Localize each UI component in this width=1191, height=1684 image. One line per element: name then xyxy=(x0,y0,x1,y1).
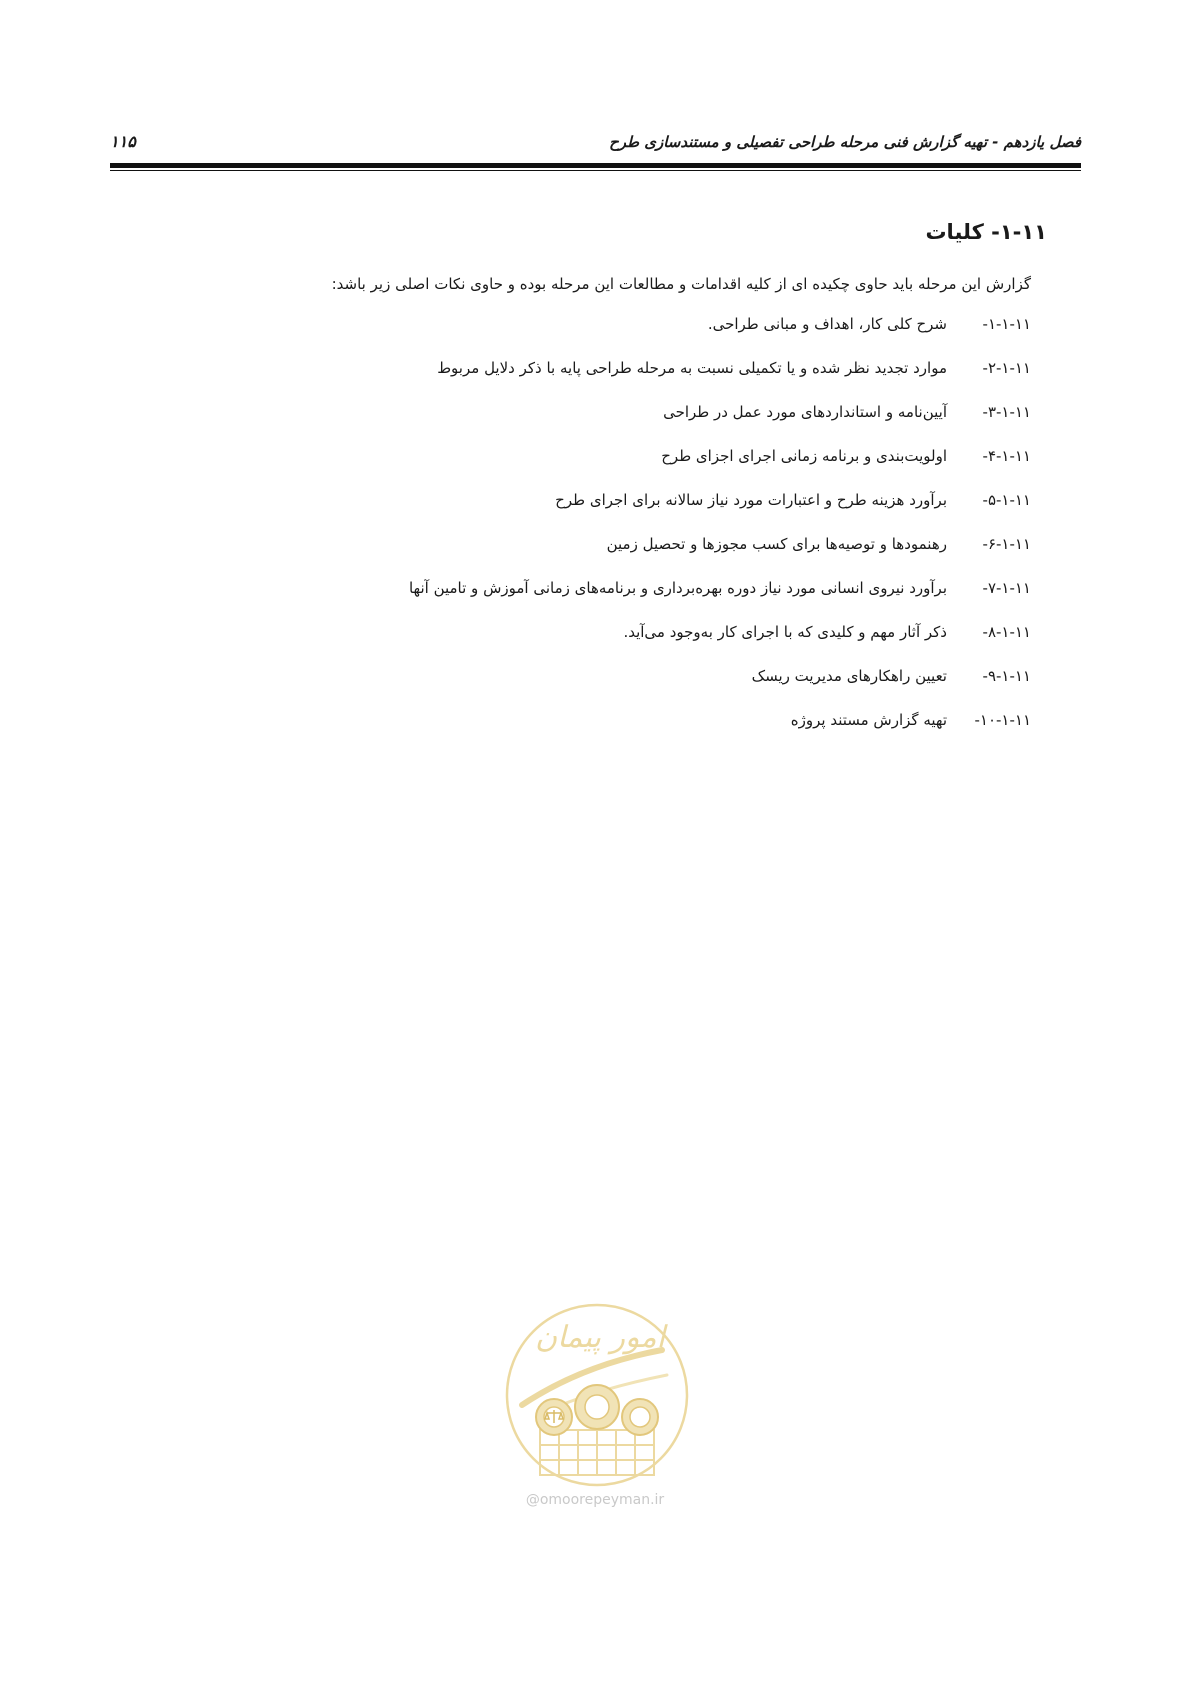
list-item-number: ۸-۱-۱۱- xyxy=(982,623,1031,641)
list-item-text: شرح کلی کار، اهداف و مبانی طراحی. xyxy=(707,315,947,333)
list-item-number: ۳-۱-۱۱- xyxy=(982,403,1031,421)
list-item-text: تهیه گزارش مستند پروژه xyxy=(790,711,947,729)
page-number: ۱۱۵ xyxy=(110,132,136,151)
list-item xyxy=(190,441,1031,485)
intro-paragraph: گزارش این مرحله باید حاوی چکیده ای از کلیه اقدامات و مطالعات این مرحله بوده و حاوی نکات اصلی زیر باشد: xyxy=(331,275,1031,293)
watermark-logo-text: امور پیمان xyxy=(535,1320,665,1355)
list-item xyxy=(190,617,1031,661)
list-item xyxy=(190,397,1031,441)
list-item-number: ۱-۱-۱۱- xyxy=(982,315,1031,333)
list-item-text: رهنمودها و توصیه‌ها برای کسب مجوزها و تحصیل زمین xyxy=(606,535,947,553)
list-item xyxy=(190,529,1031,573)
section-body xyxy=(190,215,1047,749)
header-rule-thin xyxy=(110,170,1081,171)
list-item-number: ۴-۱-۱۱- xyxy=(982,447,1031,465)
list-item xyxy=(190,353,1031,397)
requirements-list xyxy=(190,309,1031,749)
list-item xyxy=(190,485,1031,529)
watermark-url: @omoorepeyman.ir xyxy=(525,1492,665,1508)
chapter-running-title: فصل یازدهم - تهیه گزارش فنی مرحله طراحی تفصیلی و مستندسازی طرح xyxy=(609,133,1081,151)
list-item-number: ۹-۱-۱۱- xyxy=(982,667,1031,685)
watermark-logo xyxy=(492,1295,702,1490)
list-item-number: ۱۰-۱-۱۱- xyxy=(974,711,1031,729)
list-item-text: برآورد نیروی انسانی مورد نیاز دوره بهره‌برداری و برنامه‌های زمانی آموزش و تامین آنها xyxy=(408,579,947,597)
list-item-text: آیین‌نامه و استانداردهای مورد عمل در طراحی xyxy=(663,403,947,421)
list-item xyxy=(190,661,1031,705)
header-rule-thick xyxy=(110,163,1081,168)
running-header xyxy=(110,130,1081,162)
section-heading: ۱-۱۱- کلیات xyxy=(925,220,1047,244)
list-item-number: ۷-۱-۱۱- xyxy=(982,579,1031,597)
list-item-number: ۵-۱-۱۱- xyxy=(982,491,1031,509)
list-item-text: تعیین راهکارهای مدیریت ریسک xyxy=(751,667,947,685)
list-item-text: برآورد هزینه طرح و اعتبارات مورد نیاز سالانه برای اجرای طرح xyxy=(555,491,947,509)
list-item xyxy=(190,573,1031,617)
list-item-text: ذکر آثار مهم و کلیدی که با اجرای کار به‌وجود می‌آید. xyxy=(623,623,947,641)
list-item-text: اولویت‌بندی و برنامه زمانی اجرای اجزای طرح xyxy=(661,447,947,465)
list-item-number: ۲-۱-۱۱- xyxy=(982,359,1031,377)
list-item-text: موارد تجدید نظر شده و یا تکمیلی نسبت به مرحله طراحی پایه با ذکر دلایل مربوط xyxy=(437,359,947,377)
list-item-number: ۶-۱-۱۱- xyxy=(982,535,1031,553)
list-item xyxy=(190,705,1031,749)
list-item xyxy=(190,309,1031,353)
